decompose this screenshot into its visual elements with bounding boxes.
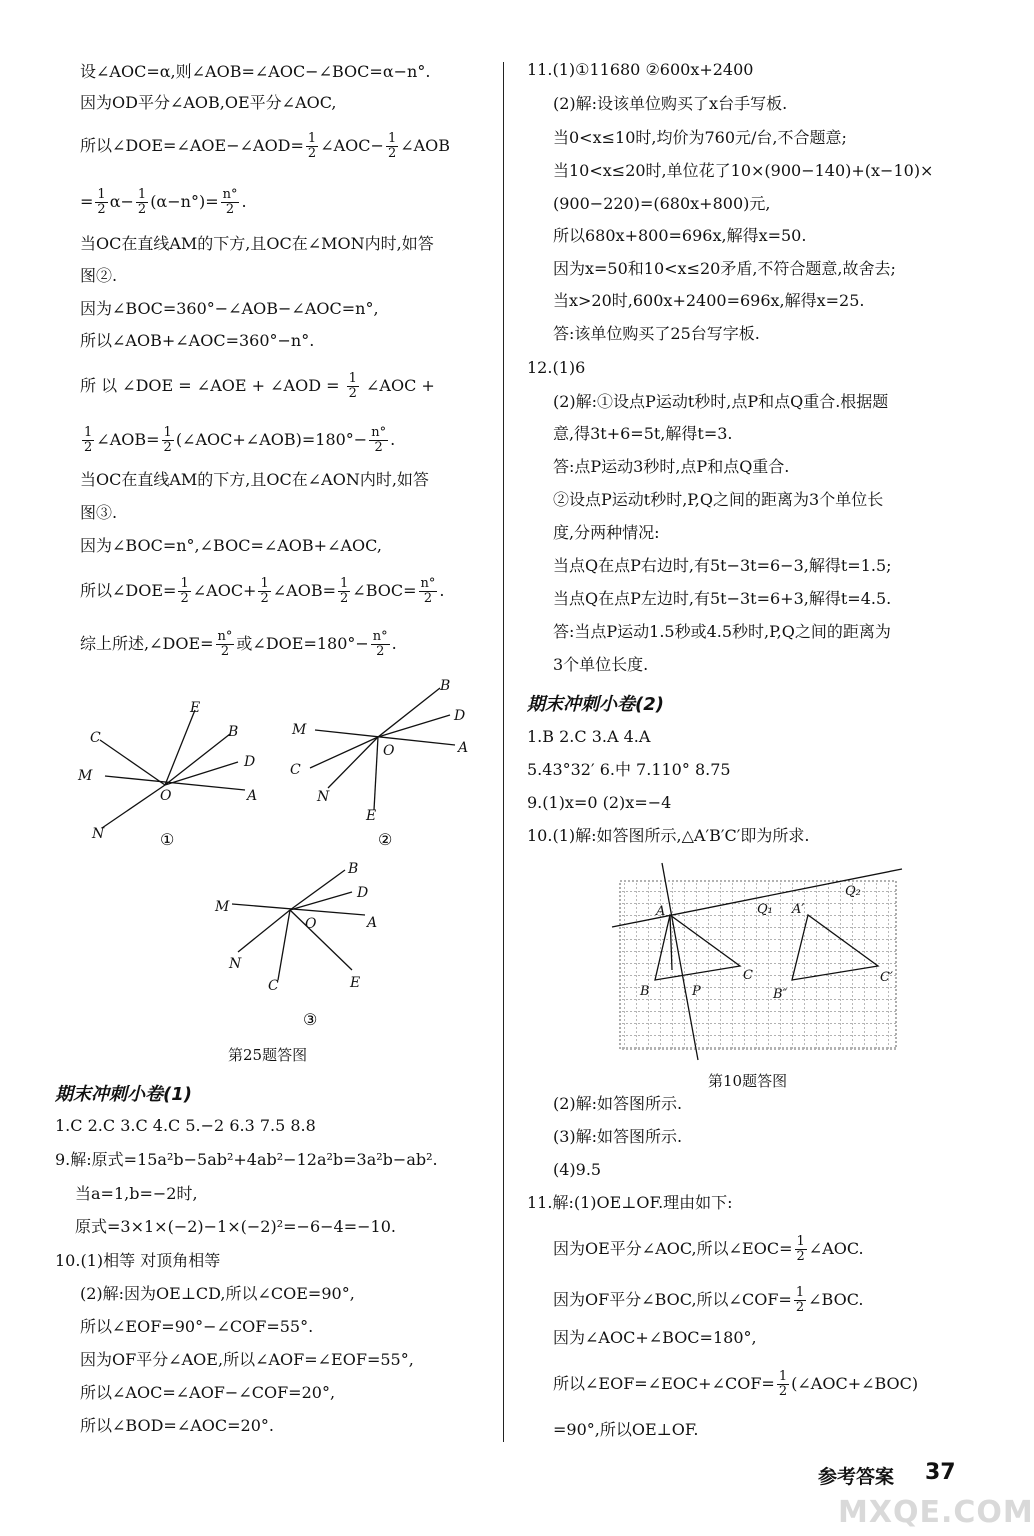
- text-line: 当a=1,b=−2时,: [75, 1184, 198, 1203]
- ray-on: [328, 737, 378, 788]
- text-line: 当10<x≤20时,单位花了10×(900−140)+(x−10)×: [553, 161, 934, 180]
- text-line: 当OC在直线AM的下方,且OC在∠MON内时,如答: [80, 234, 434, 253]
- fraction: $\frac{1}{2}$: [340, 576, 349, 606]
- text-segment: =: [80, 192, 94, 211]
- text-line: [80, 132, 450, 161]
- fig1-label-d: D: [244, 754, 256, 770]
- text-line: 所以∠EOF=90°−∠COF=55°.: [80, 1317, 314, 1336]
- text-segment: 综上所述,∠DOE=: [80, 634, 214, 653]
- fig2-label-m: M: [292, 722, 307, 738]
- fraction: $\frac{n^\circ}{2}$: [372, 629, 388, 659]
- fig1-label-b: B: [228, 724, 239, 740]
- text-segment: ∠AOB=: [272, 581, 336, 600]
- text-segment: ∠BOC.: [808, 1290, 864, 1309]
- page-number: 37: [925, 1460, 956, 1485]
- text-line: [553, 1370, 918, 1399]
- text-line: 1.C 2.C 3.C 4.C 5.−2 6.3 7.5 8.8: [55, 1116, 316, 1135]
- text-line: 因为OD平分∠AOB,OE平分∠AOC,: [80, 93, 337, 112]
- fraction: $\frac{1}{2}$: [97, 187, 106, 217]
- fig2-label-c: C: [290, 762, 301, 778]
- fig2-label-d: D: [454, 708, 466, 724]
- grid-label-q1: Q₁: [757, 902, 773, 917]
- text-segment: .: [241, 192, 247, 211]
- figure-10-caption: 第10题答图: [708, 1072, 788, 1090]
- ray-ob: [378, 688, 440, 737]
- text-segment: ∠AOC−: [320, 136, 384, 155]
- text-line: 3个单位长度.: [553, 655, 649, 674]
- text-line: (4)9.5: [553, 1160, 602, 1179]
- text-line: 因为OF平分∠AOE,所以∠AOF=∠EOF=55°,: [80, 1350, 414, 1369]
- text-line: 原式=3×1×(−2)−1×(−2)²=−6−4=−10.: [75, 1217, 396, 1236]
- fig3-label-c: C: [268, 978, 279, 994]
- fraction: $\frac{1}{2}$: [795, 1285, 805, 1315]
- fraction: $\frac{1}{2}$: [778, 1369, 788, 1399]
- text-line: 10.(1)解:如答图所示,△A′B′C′即为所求.: [527, 826, 810, 845]
- fraction: $\frac{1}{2}$: [137, 187, 147, 217]
- text-line: [553, 1286, 863, 1315]
- fig3-label-m: M: [215, 899, 230, 915]
- line-ma: [232, 904, 365, 915]
- fig2-label-b: B: [440, 678, 451, 694]
- fig3-label-n: N: [229, 956, 242, 972]
- section-title-1: 期末冲刺小卷(1): [55, 1084, 192, 1105]
- text-line: 所以∠AOB+∠AOC=360°−n°.: [80, 331, 315, 350]
- fraction: $\frac{n^\circ}{2}$: [420, 576, 436, 606]
- ray-oe: [374, 737, 378, 810]
- grid-label-b: B: [640, 984, 650, 999]
- text-line: 当点Q在点P右边时,有5t−3t=6−3,解得t=1.5;: [553, 556, 892, 575]
- text-line: 当x>20时,600x+2400=696x,解得x=25.: [553, 291, 865, 310]
- ray-ob: [290, 870, 345, 910]
- text-line: (900−220)=(680x+800)元,: [553, 194, 771, 213]
- text-segment: 所以∠EOF=∠EOC+∠COF=: [553, 1374, 775, 1393]
- text-line: 因为∠BOC=360°−∠AOB−∠AOC=n°,: [80, 299, 379, 318]
- fraction: $\frac{n^\circ}{2}$: [222, 187, 238, 217]
- text-line: (2)解:因为OE⊥CD,所以∠COE=90°,: [80, 1284, 355, 1303]
- text-line: 5.43°32′ 6.中 7.110° 8.75: [527, 760, 731, 779]
- fig2-label-e: E: [366, 808, 377, 824]
- text-segment: ∠AOC+: [192, 581, 257, 600]
- text-line: [553, 1235, 864, 1264]
- text-line: 度,分两种情况:: [553, 523, 660, 542]
- column-divider: [503, 62, 504, 1442]
- text-line: 图②.: [80, 266, 118, 285]
- fig1-label-m: M: [78, 768, 93, 784]
- figure-25-caption: 第25题答图: [228, 1046, 308, 1064]
- fraction: $\frac{n^\circ}{2}$: [217, 629, 233, 659]
- text-line: 答:点P运动3秒时,点P和点Q重合.: [553, 457, 790, 476]
- text-segment: 所以∠DOE=: [80, 581, 177, 600]
- figure-3-lines: [232, 870, 365, 980]
- fraction: $\frac{1}{2}$: [796, 1234, 805, 1264]
- watermark: MXQE.COM: [838, 1495, 1034, 1530]
- text-segment: .: [390, 430, 396, 449]
- figure-10-grid: [600, 855, 910, 1070]
- text-line: 所以∠AOC=∠AOF−∠COF=20°,: [80, 1383, 336, 1402]
- ray-od: [165, 762, 238, 785]
- text-line: 12.(1)6: [527, 358, 586, 377]
- text-line: [80, 426, 395, 455]
- text-segment: .: [391, 634, 397, 653]
- text-segment: (α−n°)=: [150, 192, 219, 211]
- text-segment: 或∠DOE=180°−: [236, 634, 369, 653]
- text-line: 11.解:(1)OE⊥OF.理由如下:: [527, 1193, 733, 1212]
- ray-oc: [278, 910, 290, 980]
- fig1-label-n: N: [92, 826, 105, 842]
- fraction: $\frac{1}{2}$: [163, 425, 172, 455]
- text-line: =90°,所以OE⊥OF.: [553, 1420, 699, 1439]
- fraction: $\frac{1}{2}$: [307, 131, 317, 161]
- text-line: 10.(1)相等 对顶角相等: [55, 1251, 221, 1270]
- grid-label-c-prime: C′: [880, 970, 893, 985]
- fig3-label-d: D: [357, 885, 369, 901]
- ray-oc: [310, 737, 378, 768]
- fig3-label-b: B: [348, 861, 359, 877]
- figure-25-diagram: [60, 670, 500, 1040]
- fraction: $\frac{1}{2}$: [348, 371, 357, 401]
- text-line: [80, 372, 435, 401]
- text-segment: ∠AOB=: [96, 430, 160, 449]
- grid-label-p: P: [692, 984, 701, 999]
- text-line: (2)解:①设点P运动t秒时,点P和点Q重合.根据题: [553, 392, 889, 411]
- fraction: $\frac{1}{2}$: [84, 425, 93, 455]
- text-line: [80, 577, 444, 606]
- grid-label-b-prime: B″: [773, 987, 788, 1002]
- text-line: 所以680x+800=696x,解得x=50.: [553, 226, 807, 245]
- fraction: $\frac{1}{2}$: [180, 576, 189, 606]
- text-line: (3)解:如答图所示.: [553, 1127, 683, 1146]
- fraction: $\frac{1}{2}$: [387, 131, 397, 161]
- fraction: $\frac{1}{2}$: [260, 576, 269, 606]
- text-line: (2)解:如答图所示.: [553, 1094, 683, 1113]
- grid-label-q2: Q₂: [845, 884, 861, 899]
- text-line: 意,得3t+6=5t,解得t=3.: [553, 424, 733, 443]
- text-line: (2)解:设该单位购买了x台手写板.: [553, 94, 788, 113]
- grid-label-a-prime: A′: [792, 902, 805, 917]
- text-line: 当点Q在点P左边时,有5t−3t=6+3,解得t=4.5.: [553, 589, 892, 608]
- text-segment: α−: [109, 192, 134, 211]
- grid-label-c: C: [743, 968, 753, 983]
- line-ma: [105, 776, 245, 790]
- text-line: 设∠AOC=α,则∠AOB=∠AOC−∠BOC=α−n°.: [80, 62, 431, 81]
- fig3-number: ③: [303, 1010, 318, 1029]
- text-line: 因为∠BOC=n°,∠BOC=∠AOB+∠AOC,: [80, 536, 382, 555]
- text-segment: ∠AOC.: [808, 1239, 864, 1258]
- fig2-label-o: O: [383, 743, 395, 759]
- fig1-number: ①: [160, 830, 175, 849]
- ray-oe: [290, 910, 352, 970]
- text-segment: 因为OF平分∠BOC,所以∠COF=: [553, 1290, 792, 1309]
- text-line: 图③.: [80, 503, 118, 522]
- ray-on: [102, 785, 165, 828]
- text-segment: ∠AOB: [400, 136, 451, 155]
- fig1-label-a: A: [247, 788, 258, 804]
- text-line: 因为∠AOC+∠BOC=180°,: [553, 1328, 757, 1347]
- grid-label-a: A: [656, 904, 666, 919]
- text-segment: ∠AOC +: [366, 376, 435, 395]
- text-line: 答:当点P运动1.5秒或4.5秒时,P,Q之间的距离为: [553, 622, 891, 641]
- text-line: 所以∠BOD=∠AOC=20°.: [80, 1416, 274, 1435]
- text-segment: 所以∠DOE=∠AOE−∠AOD=: [80, 136, 304, 155]
- text-segment: ∠BOC=: [352, 581, 417, 600]
- ray-on: [238, 910, 290, 952]
- text-line: [80, 630, 397, 659]
- section-title-2: 期末冲刺小卷(2): [527, 694, 664, 715]
- fig2-number: ②: [378, 830, 393, 849]
- figure-1-lines: [100, 710, 245, 828]
- text-line: ②设点P运动t秒时,P,Q之间的距离为3个单位长: [553, 490, 884, 509]
- footer-label: 参考答案: [818, 1466, 895, 1488]
- text-segment: (∠AOC+∠AOB)=180°−: [175, 430, 368, 449]
- text-segment: 因为OE平分∠AOC,所以∠EOC=: [553, 1239, 793, 1258]
- fig3-label-o: O: [305, 916, 317, 932]
- text-line: 当OC在直线AM的下方,且OC在∠AON内时,如答: [80, 470, 429, 489]
- fig2-label-n: N: [317, 789, 330, 805]
- text-line: 1.B 2.C 3.A 4.A: [527, 727, 651, 746]
- text-segment: .: [439, 581, 445, 600]
- text-line: 当0<x≤10时,均价为760元/台,不合题意;: [553, 128, 847, 147]
- text-line: 因为x=50和10<x≤20矛盾,不符合题意,故舍去;: [553, 259, 896, 278]
- fig3-label-e: E: [350, 975, 361, 991]
- fig3-label-a: A: [367, 915, 378, 931]
- text-line: 9.解:原式=15a²b−5ab²+4ab²−12a²b=3a²b−ab².: [55, 1150, 438, 1169]
- text-segment: 所 以 ∠DOE = ∠AOE + ∠AOD =: [80, 376, 340, 395]
- text-segment: (∠AOC+∠BOC): [791, 1374, 919, 1393]
- fig2-label-a: A: [458, 740, 469, 756]
- fig1-label-e: E: [190, 700, 201, 716]
- text-line: [80, 188, 247, 217]
- fig1-label-o: O: [160, 788, 172, 804]
- fraction: $\frac{n^\circ}{2}$: [371, 425, 387, 455]
- fig1-label-c: C: [90, 730, 101, 746]
- text-line: 11.(1)①11680 ②600x+2400: [527, 60, 754, 79]
- ray-od: [290, 892, 352, 910]
- ray-od: [378, 715, 450, 737]
- text-line: 9.(1)x=0 (2)x=−4: [527, 793, 672, 812]
- text-line: 答:该单位购买了25台写字板.: [553, 324, 760, 343]
